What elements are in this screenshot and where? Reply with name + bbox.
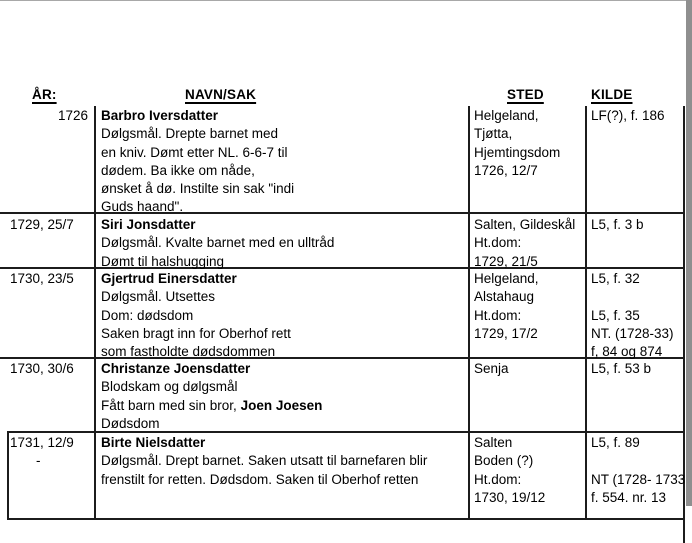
case-text-line: Saken bragt inn for Oberhof rett	[101, 325, 291, 341]
cell-ar	[10, 107, 88, 125]
place-line: Salten	[474, 435, 513, 450]
place-line: 1726, 12/7	[474, 162, 538, 178]
page-right-edge	[686, 0, 692, 506]
case-text-line: Dølgsmål. Utsettes	[101, 289, 216, 305]
place-line: Ht.dom:	[474, 235, 522, 251]
cell-sted	[474, 270, 539, 343]
column-divider-navn-sted	[468, 106, 470, 520]
cell-kilde	[591, 270, 674, 361]
year-value: 1730, 30/6	[10, 361, 74, 376]
source-line	[591, 288, 674, 306]
column-header-sted: STED	[507, 87, 544, 102]
case-text-line: frenstilt for retten. Dødsdom. Saken til Oberhof retten	[101, 471, 419, 487]
case-text-fragment: Fått barn med sin bror,	[101, 397, 241, 413]
cell-sted	[474, 107, 560, 180]
table-left-border-last-row	[7, 431, 9, 520]
year-value: 1730, 23/5	[10, 271, 74, 286]
source-line: L5, f. 89	[591, 435, 640, 450]
case-text-line: Blodskam og dølgsmål	[101, 379, 238, 395]
source-line: NT. (1728-33)	[591, 325, 674, 341]
case-text-line: Dølgsmål. Drepte barnet med	[101, 126, 279, 142]
source-line: f, 84 og 874	[591, 344, 663, 360]
place-line: Helgeland,	[474, 271, 539, 286]
source-line: NT (1728- 1733	[591, 471, 686, 487]
table-bottom-border	[7, 518, 685, 520]
cell-navn-sak	[101, 270, 291, 361]
place-line: Tjøtta,	[474, 126, 513, 142]
place-line: Senja	[474, 361, 509, 376]
cell-sted	[474, 216, 575, 271]
place-line: Helgeland,	[474, 108, 539, 123]
case-text-line: ønsket å dø. Instilte sin sak "indi	[101, 181, 295, 197]
source-line: L5, f. 32	[591, 271, 640, 286]
place-line: Salten, Gildeskål	[474, 217, 576, 232]
source-line: L5, f. 35	[591, 307, 640, 323]
person-name: Siri Jonsdatter	[101, 217, 196, 232]
person-name: Christanze Joensdatter	[101, 361, 251, 376]
cell-ar	[10, 270, 74, 288]
column-divider-sted-kilde	[585, 106, 587, 520]
source-line: LF(?), f. 186	[591, 108, 665, 123]
cell-kilde	[591, 360, 651, 378]
cell-sted	[474, 360, 509, 378]
place-line: Hjemtingsdom	[474, 144, 561, 160]
year-value: 1726	[57, 108, 88, 123]
place-line: Ht.dom:	[474, 307, 522, 323]
case-text-line: en kniv. Dømt etter NL. 6-6-7 til	[101, 144, 288, 160]
case-text-line: som fastholdte dødsdommen	[101, 344, 276, 360]
page-top-edge	[0, 0, 692, 1]
source-line: f. 554. nr. 13	[591, 489, 667, 505]
cell-kilde	[591, 434, 685, 507]
cell-ar	[10, 216, 74, 234]
source-line: L5, f. 3 b	[591, 217, 644, 232]
case-text-line: Dølgsmål. Drept barnet. Saken utsatt til barnefaren blir	[101, 453, 428, 469]
person-name: Gjertrud Einersdatter	[101, 271, 237, 286]
case-text-line: dødem. Ba ikke om nåde,	[101, 162, 255, 178]
case-text-line: Dom: dødsdom	[101, 307, 194, 323]
cell-kilde	[591, 107, 665, 125]
source-line	[591, 452, 685, 470]
place-line: 1729, 21/5	[474, 253, 538, 269]
year-value: 1729, 25/7	[10, 217, 74, 232]
cell-ar	[10, 360, 74, 378]
case-text-line: Dømt til halshugging	[101, 253, 225, 269]
year-value: 1731, 12/9	[10, 435, 74, 450]
case-text-line	[101, 397, 322, 415]
cell-ar	[10, 434, 74, 471]
cell-kilde	[591, 216, 644, 234]
place-line: Boden (?)	[474, 453, 534, 469]
cell-navn-sak	[101, 216, 334, 271]
year-dash: -	[36, 453, 41, 469]
cell-navn-sak	[101, 360, 322, 433]
column-divider-ar-navn	[94, 106, 96, 520]
person-name: Birte Nielsdatter	[101, 435, 206, 450]
column-header-kilde: KILDE	[591, 87, 633, 102]
person-name-secondary: Joen Joesen	[240, 397, 323, 413]
place-line: Ht.dom:	[474, 471, 522, 487]
column-header-ar: ÅR:	[32, 87, 57, 102]
case-text-line: Dødsdom	[101, 415, 160, 431]
case-text-line: Guds haand".	[101, 199, 184, 215]
cell-navn-sak	[101, 107, 294, 217]
column-header-navn-sak: NAVN/SAK	[185, 87, 257, 102]
cell-sted	[474, 434, 545, 507]
source-line: L5, f. 53 b	[591, 361, 652, 376]
place-line: Alstahaug	[474, 289, 535, 305]
case-text-line: Dølgsmål. Kvalte barnet med en ulltråd	[101, 235, 335, 251]
person-name: Barbro Iversdatter	[101, 108, 219, 123]
cell-navn-sak	[101, 434, 427, 489]
place-line: 1730, 19/12	[474, 489, 546, 505]
place-line: 1729, 17/2	[474, 325, 538, 341]
